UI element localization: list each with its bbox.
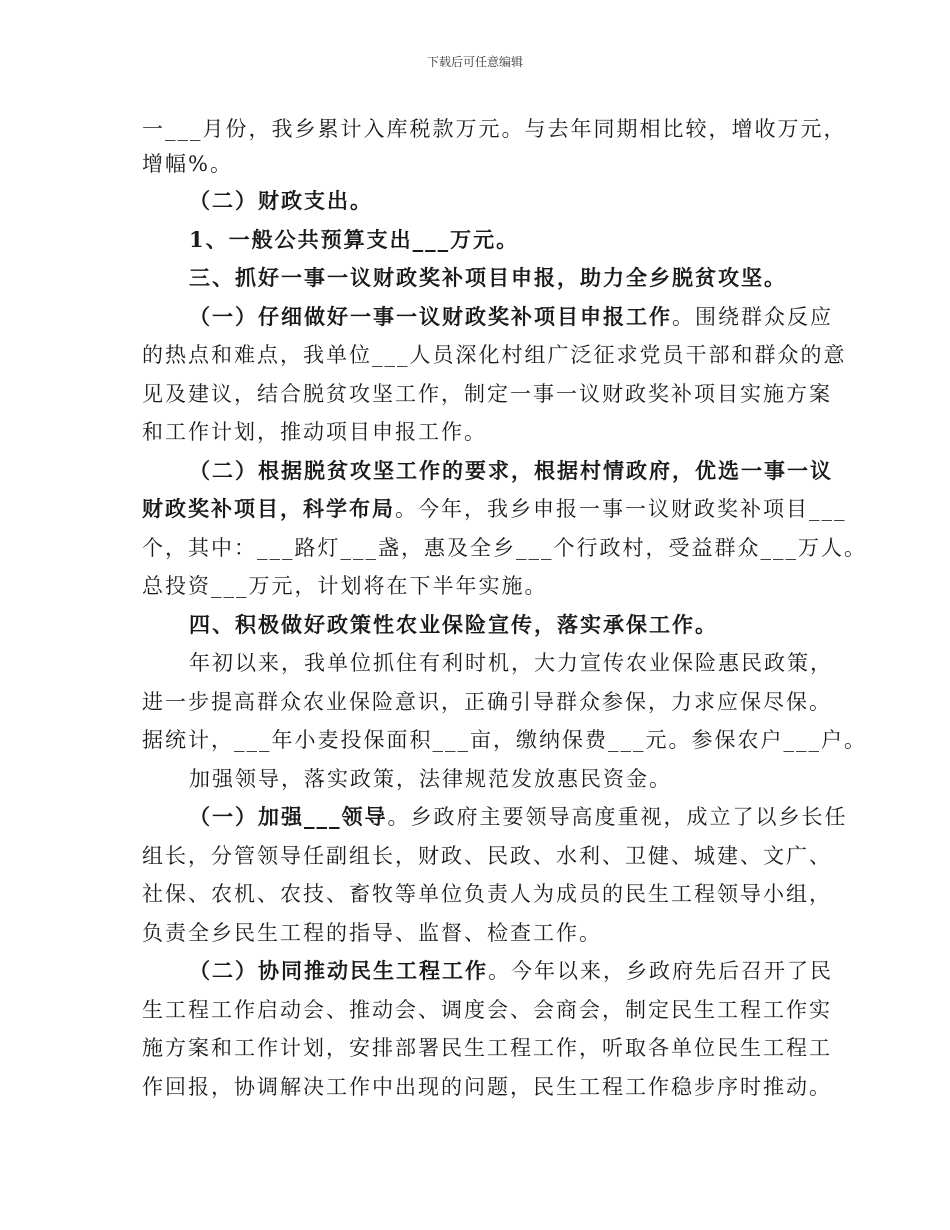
text-line xyxy=(142,529,867,568)
body-text: 。今年以来，乡政府先后召开了民 xyxy=(488,959,833,983)
bold-lead-text: 四、积极做好政策性农业保险宣传，落实承保工作。 xyxy=(189,611,718,637)
body-text: 组长，分管领导任副组长，财政、民政、水利、卫健、城建、文广、 xyxy=(142,843,832,868)
text-line xyxy=(142,914,832,953)
body-text: 。乡政府主要领导高度重视，成立了以乡长任 xyxy=(387,805,848,829)
body-text: 加强领导，落实政策，法律规范发放惠民资金。 xyxy=(189,766,672,791)
body-text: 施方案和工作计划，安排部署民生工程工作，听取各单位民生工程工 xyxy=(142,1036,832,1060)
body-text: 个，其中：___路灯___盏，惠及全乡___个行政村，受益群众___万人。 xyxy=(142,535,867,560)
text-line xyxy=(142,221,832,260)
text-line xyxy=(142,837,832,876)
body-text: 的热点和难点，我单位___人员深化村组广泛征求党员干部和群众的意 xyxy=(142,343,847,367)
bold-lead-text: （二）协同推动民生工程工作 xyxy=(189,958,488,983)
text-line xyxy=(142,991,832,1030)
body-text: 负责全乡民生工程的指导、监督、检查工作。 xyxy=(142,920,602,945)
text-line xyxy=(142,112,847,147)
text-line xyxy=(142,567,832,606)
page-header: 下载后可任意编辑 xyxy=(426,55,523,69)
text-line xyxy=(142,683,832,722)
bold-lead-text: （二）财政支出。 xyxy=(189,188,373,213)
body-text: 社保、农机、农技、畜牧等单位负责人为成员的民生工程领导小组， xyxy=(142,882,832,906)
body-text: 。围绕群众反应 xyxy=(672,304,833,329)
text-line xyxy=(142,760,832,799)
bold-lead-text: （一）加强___领导 xyxy=(189,804,388,829)
body-text: 生工程工作启动会、推动会、调度会、会商会，制定民生工程工作实 xyxy=(142,997,832,1022)
bold-lead-text: 1、一般公共预算支出___万元。 xyxy=(189,226,520,252)
body-text: 进一步提高群众农业保险意识，正确引导群众参保，力求应保尽保。 xyxy=(142,689,832,714)
text-line xyxy=(142,298,832,337)
bold-lead-text: （二）根据脱贫攻坚工作的要求，根据村情政府，优选一事一议 xyxy=(189,457,833,483)
body-text: 据统计，___年小麦投保面积___亩，缴纳保费___元。参保农户___户。 xyxy=(142,728,867,752)
text-line xyxy=(142,798,848,837)
bold-lead-text: 财政奖补项目，科学布局 xyxy=(142,496,395,521)
body-text: 作回报，协调解决工作中出现的问题，民生工程工作稳步序时推动。 xyxy=(142,1074,832,1099)
text-line xyxy=(142,413,832,452)
document-body xyxy=(142,112,867,1106)
body-text: 见及建议，结合脱贫攻坚工作，制定一事一议财政奖补项目实施方案 xyxy=(142,381,832,406)
body-text: 总投资___万元，计划将在下半年实施。 xyxy=(142,574,548,598)
text-line xyxy=(142,452,832,491)
text-line xyxy=(142,147,832,182)
text-line xyxy=(142,875,832,914)
text-line xyxy=(142,336,847,375)
text-line xyxy=(142,721,867,760)
body-text: 增幅%。 xyxy=(142,152,233,176)
text-line xyxy=(142,182,832,221)
text-line xyxy=(142,375,832,414)
text-line xyxy=(142,644,832,683)
text-line xyxy=(142,1029,832,1068)
body-text: 。今年，我乡申报一事一议财政奖补项目___ xyxy=(395,497,847,521)
body-text: 和工作计划，推动项目申报工作。 xyxy=(142,420,487,444)
text-line xyxy=(142,952,832,991)
text-line xyxy=(142,606,832,645)
text-line xyxy=(142,1068,832,1107)
body-text: 年初以来，我单位抓住有利时机，大力宣传农业保险惠民政策， xyxy=(189,651,833,675)
text-line xyxy=(142,259,832,298)
text-line xyxy=(142,490,847,529)
bold-lead-text: 三、抓好一事一议财政奖补项目申报，助力全乡脱贫攻坚。 xyxy=(189,265,787,290)
bold-lead-text: （一）仔细做好一事一议财政奖补项目申报工作 xyxy=(189,303,672,329)
body-text: 一___月份，我乡累计入库税款万元。与去年同期相比较，增收万元， xyxy=(142,117,847,141)
